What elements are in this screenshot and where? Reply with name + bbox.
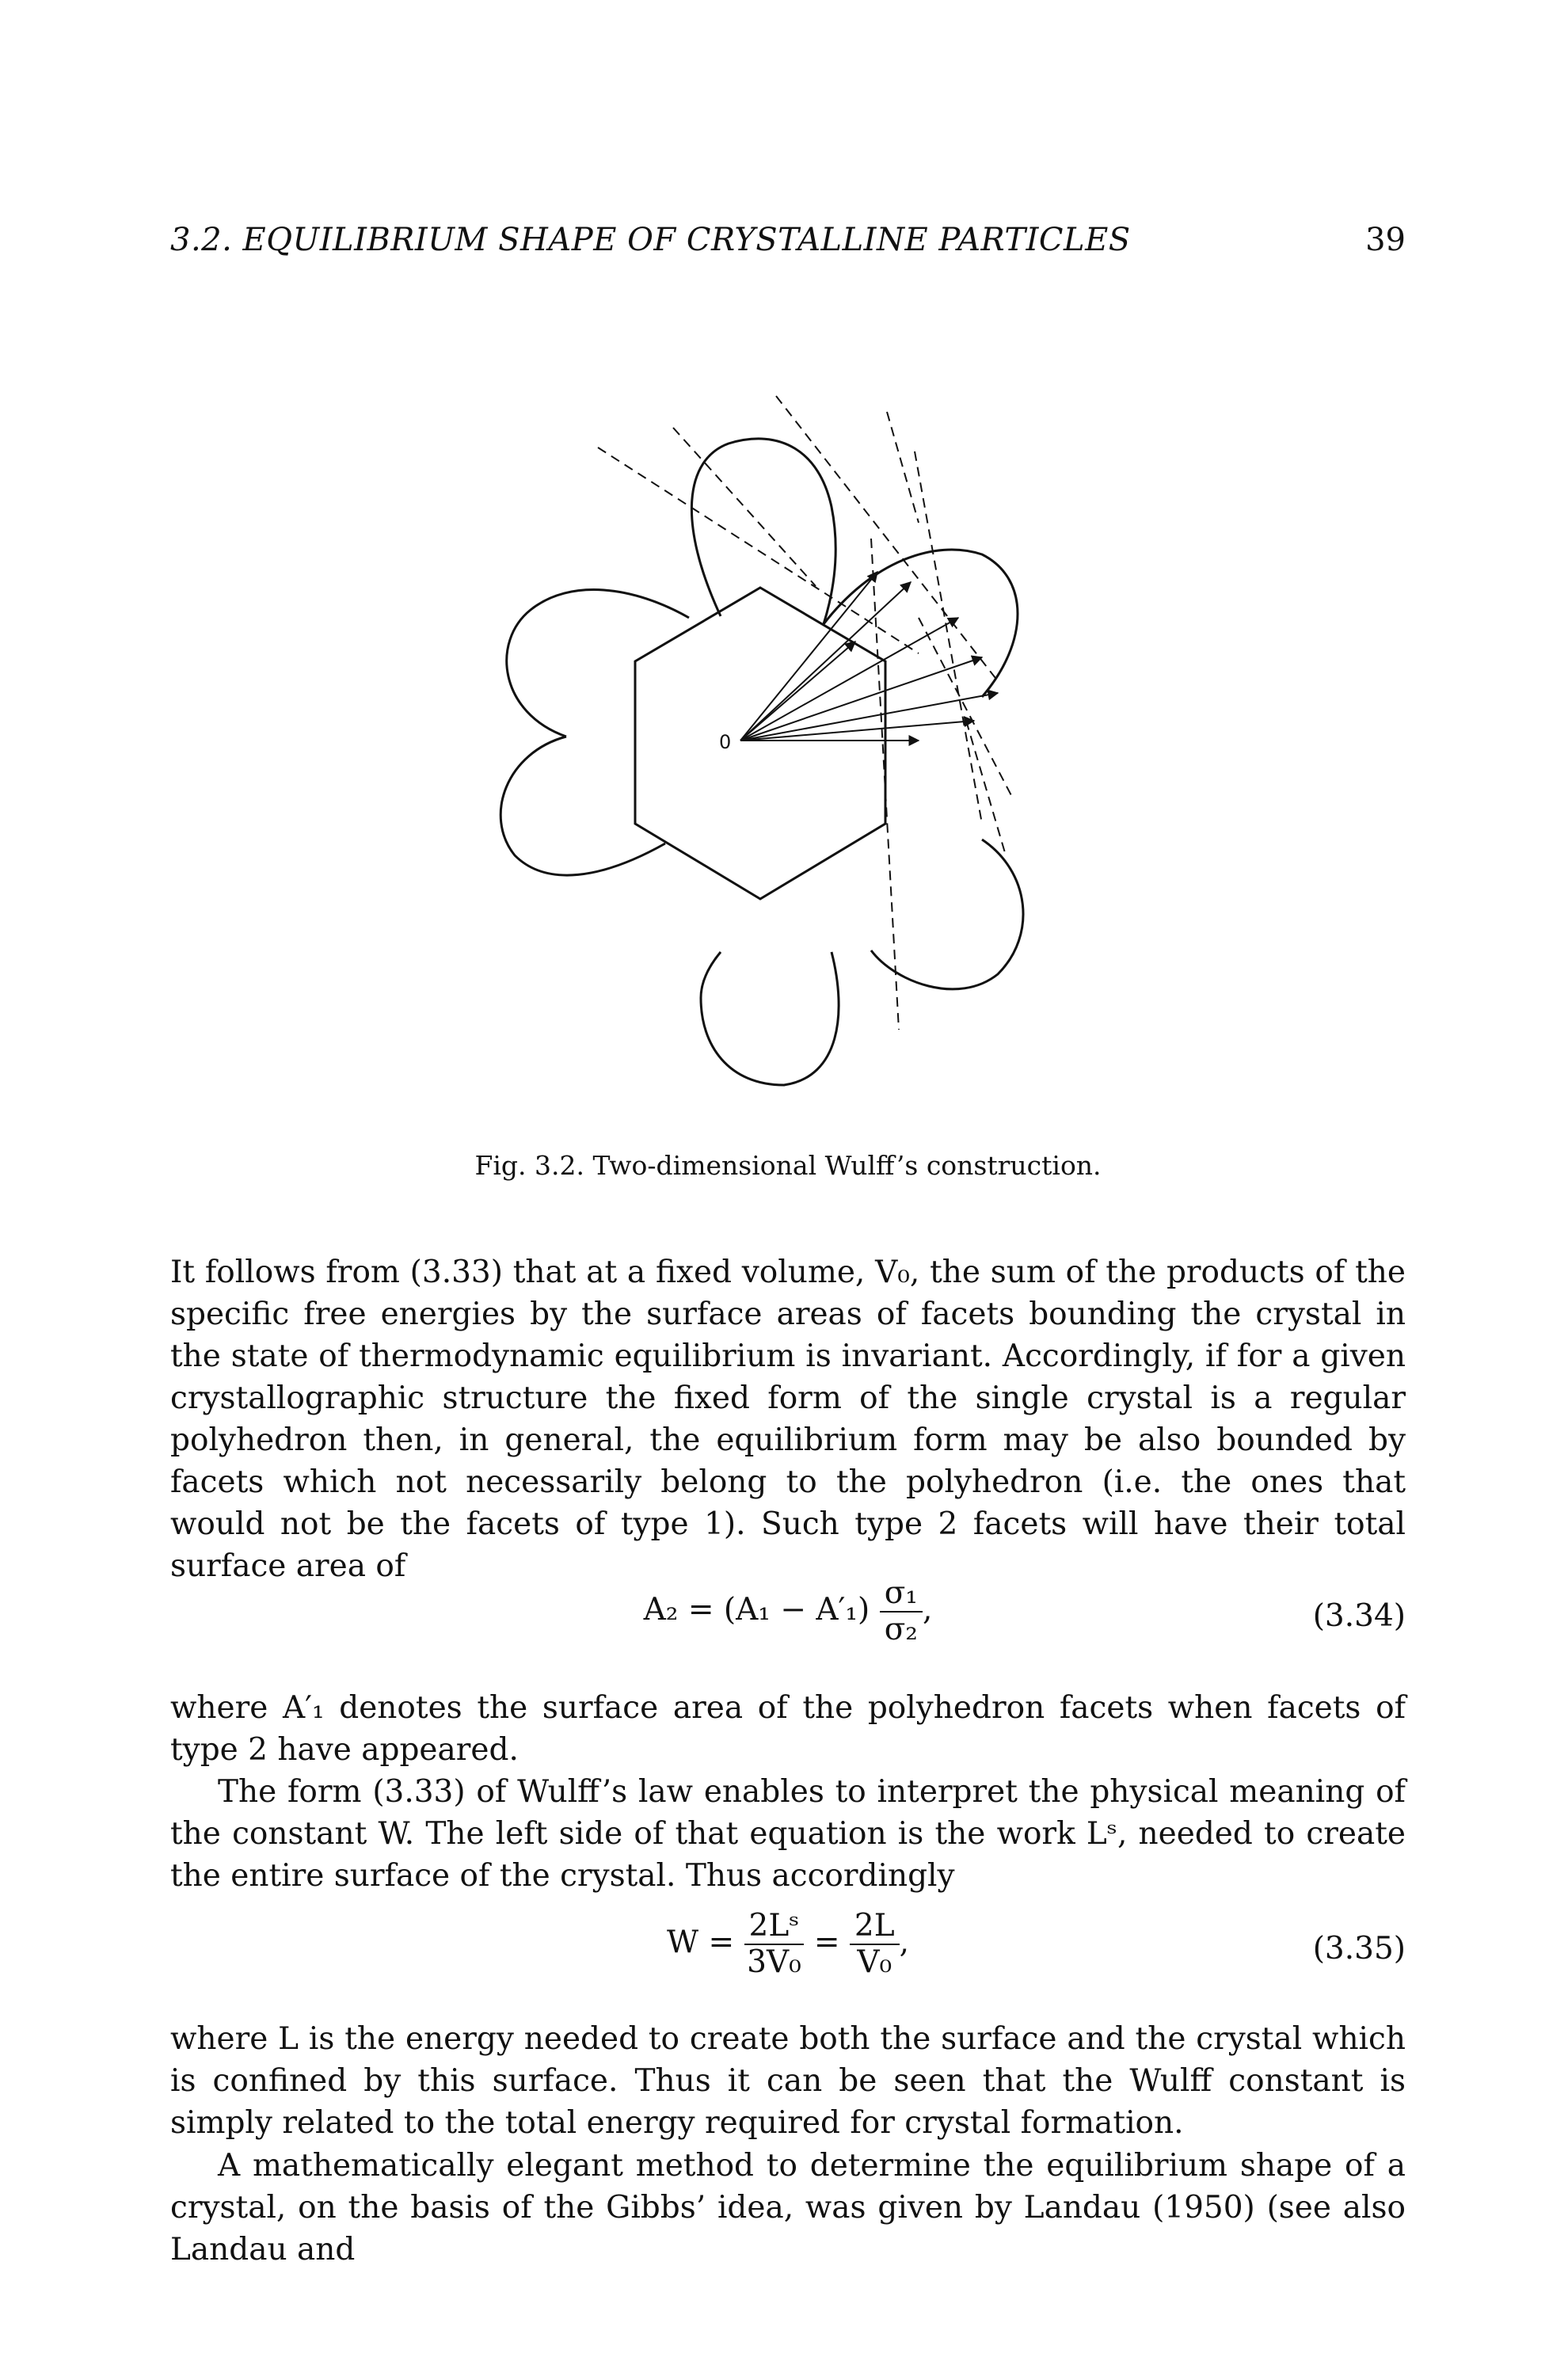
- eq2-num1: 2Lˢ: [744, 1909, 805, 1945]
- figure-caption: Fig. 3.2. Two-dimensional Wulff’s construction.: [474, 1150, 1102, 1181]
- equation-3-34: [170, 1576, 1406, 1663]
- paragraph-4: where L is the energy needed to create both the surface and the crystal which is confined by this surface. Thus it can be seen that the Wulff constant is simply related to the total energy required for crystal formation.: [170, 2021, 1406, 2141]
- eq2-number: (3.35): [1312, 1931, 1406, 1967]
- eq1-numerator: σ₁: [880, 1576, 923, 1613]
- paragraph-3: The form (3.33) of Wulff’s law enables to interpret the physical meaning of the constant W. The left side of that equation is the work Lˢ, needed to create the entire surface of the crystal. Thus accordingly: [170, 1774, 1406, 1894]
- wulff-construction-figure: [428, 380, 1140, 1109]
- equation-3-35: [170, 1909, 1406, 1996]
- eq2-den2: V₀: [857, 1944, 892, 1980]
- hexagon: [635, 588, 885, 899]
- eq2-tail: ,: [899, 1925, 910, 1960]
- eq2-fraction-1: [744, 1909, 805, 1980]
- paragraph-2: where A′₁ denotes the surface area of the polyhedron facets when facets of type 2 have appeared.: [170, 1690, 1406, 1768]
- petal-left-bottom: [500, 737, 665, 875]
- paragraph-1: It follows from (3.33) that at a fixed volume, V₀, the sum of the products of the specific free energies by the surface areas of facets bounding the crystal in the state of thermodynamic equilibrium is invariant. Accordingly, if for a given crystallographic structure the fixed form of the single crystal is a regular polyhedron then, in general, the equilibrium form may be also bounded by facets which not necessarily belong to the polyhedron (i.e. the ones that would not be the facets of type 1). Such type 2 facets will have their total surface area of: [170, 1255, 1406, 1584]
- eq1-number: (3.34): [1312, 1598, 1406, 1634]
- paragraph-5: A mathematically elegant method to determine the equilibrium shape of a crystal, on the basis of the Gibbs’ idea, was given by Landau (1950) (see also Landau and: [170, 2148, 1406, 2267]
- page-number: 39: [1365, 222, 1406, 258]
- petal-right-top: [824, 550, 1018, 697]
- petal-right-bottom: [871, 840, 1023, 989]
- running-head: 3.2. EQUILIBRIUM SHAPE OF CRYSTALLINE PARTICLES: [170, 222, 1131, 258]
- eq1-lhs: A₂ = (A₁ − A′₁): [643, 1592, 870, 1628]
- eq2-den1: 3V₀: [747, 1944, 801, 1980]
- origin-label: 0: [719, 731, 732, 753]
- eq2-num2: 2L: [850, 1909, 900, 1945]
- petal-top: [691, 439, 835, 624]
- eq1-fraction: [880, 1576, 923, 1647]
- page-header: [170, 222, 1406, 269]
- eq1-tail: ,: [922, 1592, 933, 1628]
- eq2-fraction-2: [850, 1909, 900, 1980]
- wulff-diagram: [428, 380, 1140, 1109]
- petal-left-top: [507, 590, 689, 737]
- petal-bottom: [701, 952, 839, 1085]
- eq2-mid: =: [813, 1925, 840, 1960]
- eq1-denominator: σ₂: [884, 1612, 918, 1647]
- eq2-lhs: W =: [666, 1925, 735, 1960]
